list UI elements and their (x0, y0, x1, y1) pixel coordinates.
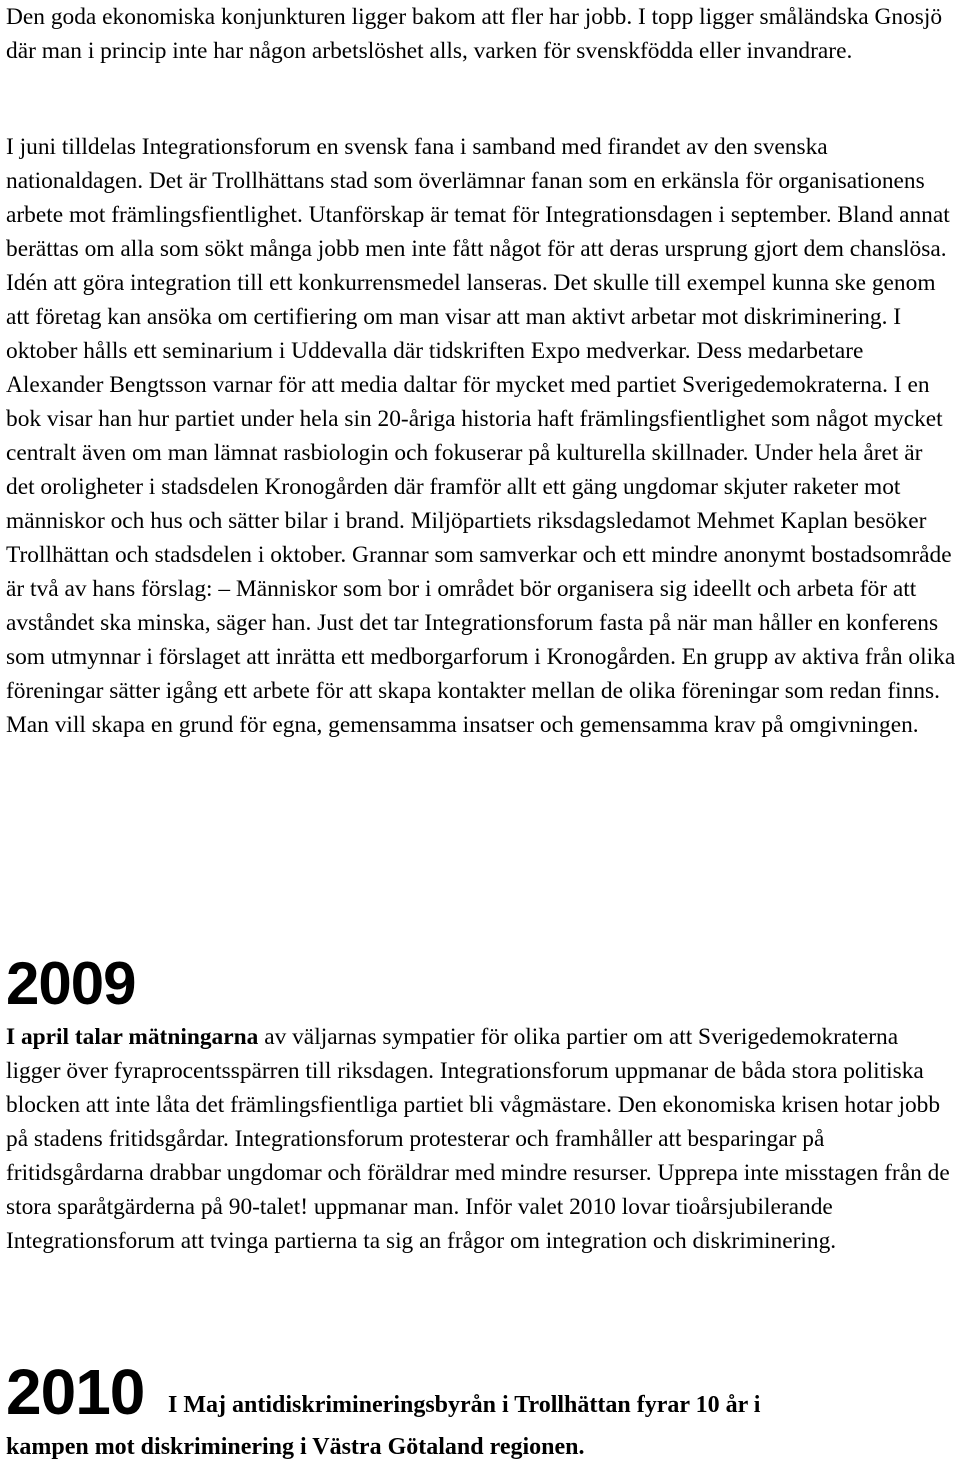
year-2009-text: av väljarnas sympatier för olika partier om att Sverigedemokraterna ligger över fyraprocentsspärren till riksdagen. Integrationsforum uppmanar de båda stora politiska blocken att inte låta det främlingsfientliga partiet bli vågmästare. Den ekonomiska krisen hotar jobb på stadens fritidsgårdar. Integrationsforum protesterar och framhåller att besparingar på fritidsgårdarna drabbar ungdomar och föräldrar med mindre resurser. Upprepa inte misstagen från de stora sparåtgärderna på 90-talet! uppmanar man. Inför valet 2010 lovar tioårsjubilerande Integrationsforum att tvinga partierna ta sig an frågor om integration och diskriminering. (6, 1024, 950, 1254)
year-2009-paragraph (6, 1020, 956, 1258)
year-2009-lead: I april talar mätningarna (6, 1024, 259, 1050)
year-heading-2010: 2010 (6, 1356, 145, 1428)
year-2010-heading-line1: I Maj antidiskrimineringsbyrån i Trollhättan fyrar 10 år i (168, 1392, 761, 1418)
year-2008-paragraph: I juni tilldelas Integrationsforum en svensk fana i samband med firandet av den svenska nationaldagen. Det är Trollhättans stad som överlämnar fanan som en erkänsla för organisationens arbete mot främlingsfientlighet. Utanförskap är temat för Integrationsdagen i september. Bland annat berättas om alla som sökt många jobb men inte fått något för att deras ursprung gjort dem chanslösa. Idén att göra integration till ett konkurrensmedel lanseras. Det skulle till exempel kunna ske genom att företag kan ansöka om certifiering om man visar att man aktivt arbetar mot diskriminering. I oktober hålls ett seminarium i Uddevalla där tidskriften Expo medverkar. Dess medarbetare Alexander Bengtsson varnar för att media daltar för mycket med partiet Sverigedemokraterna. I en bok visar han hur partiet under hela sin 20-åriga historia haft främlingsfientlighet som något mycket centralt även om man lämnat rasbiologin och fokuserar på kulturella skillnader. Under hela året är det oroligheter i stadsdelen Kronogården där framför allt ett gäng ungdomar skjuter raketer mot människor och hus och sätter bilar i brand. Miljöpartiets riksdagsledamot Mehmet Kaplan besöker Trollhättan och stadsdelen i oktober. Grannar som samverkar och ett mindre anonymt bostadsområde är två av hans förslag: – Människor som bor i området bör organisera sig ideellt och arbeta för att avståndet ska minska, säger han. Just det tar Integrationsforum fasta på när man håller en konferens som utmynnar i förslaget att inrätta ett medborgarforum i Kronogården. En grupp av aktiva från olika föreningar sätter igång ett arbete för att skapa kontakter mellan de olika föreningar som redan finns. Man vill skapa en grund för egna, gemensamma insatser och gemensamma krav på omgivningen. (6, 134, 956, 738)
year-2010-heading-line2: kampen mot diskriminering i Västra Götaland regionen. (6, 1434, 585, 1460)
intro-paragraph: Den goda ekonomiska konjunkturen ligger bakom att fler har jobb. I topp ligger småländska Gnosjö där man i princip inte har någon arbetslöshet alls, varken för svenskfödda eller invandrare. (6, 4, 943, 64)
year-heading-2009: 2009 (6, 950, 136, 1017)
